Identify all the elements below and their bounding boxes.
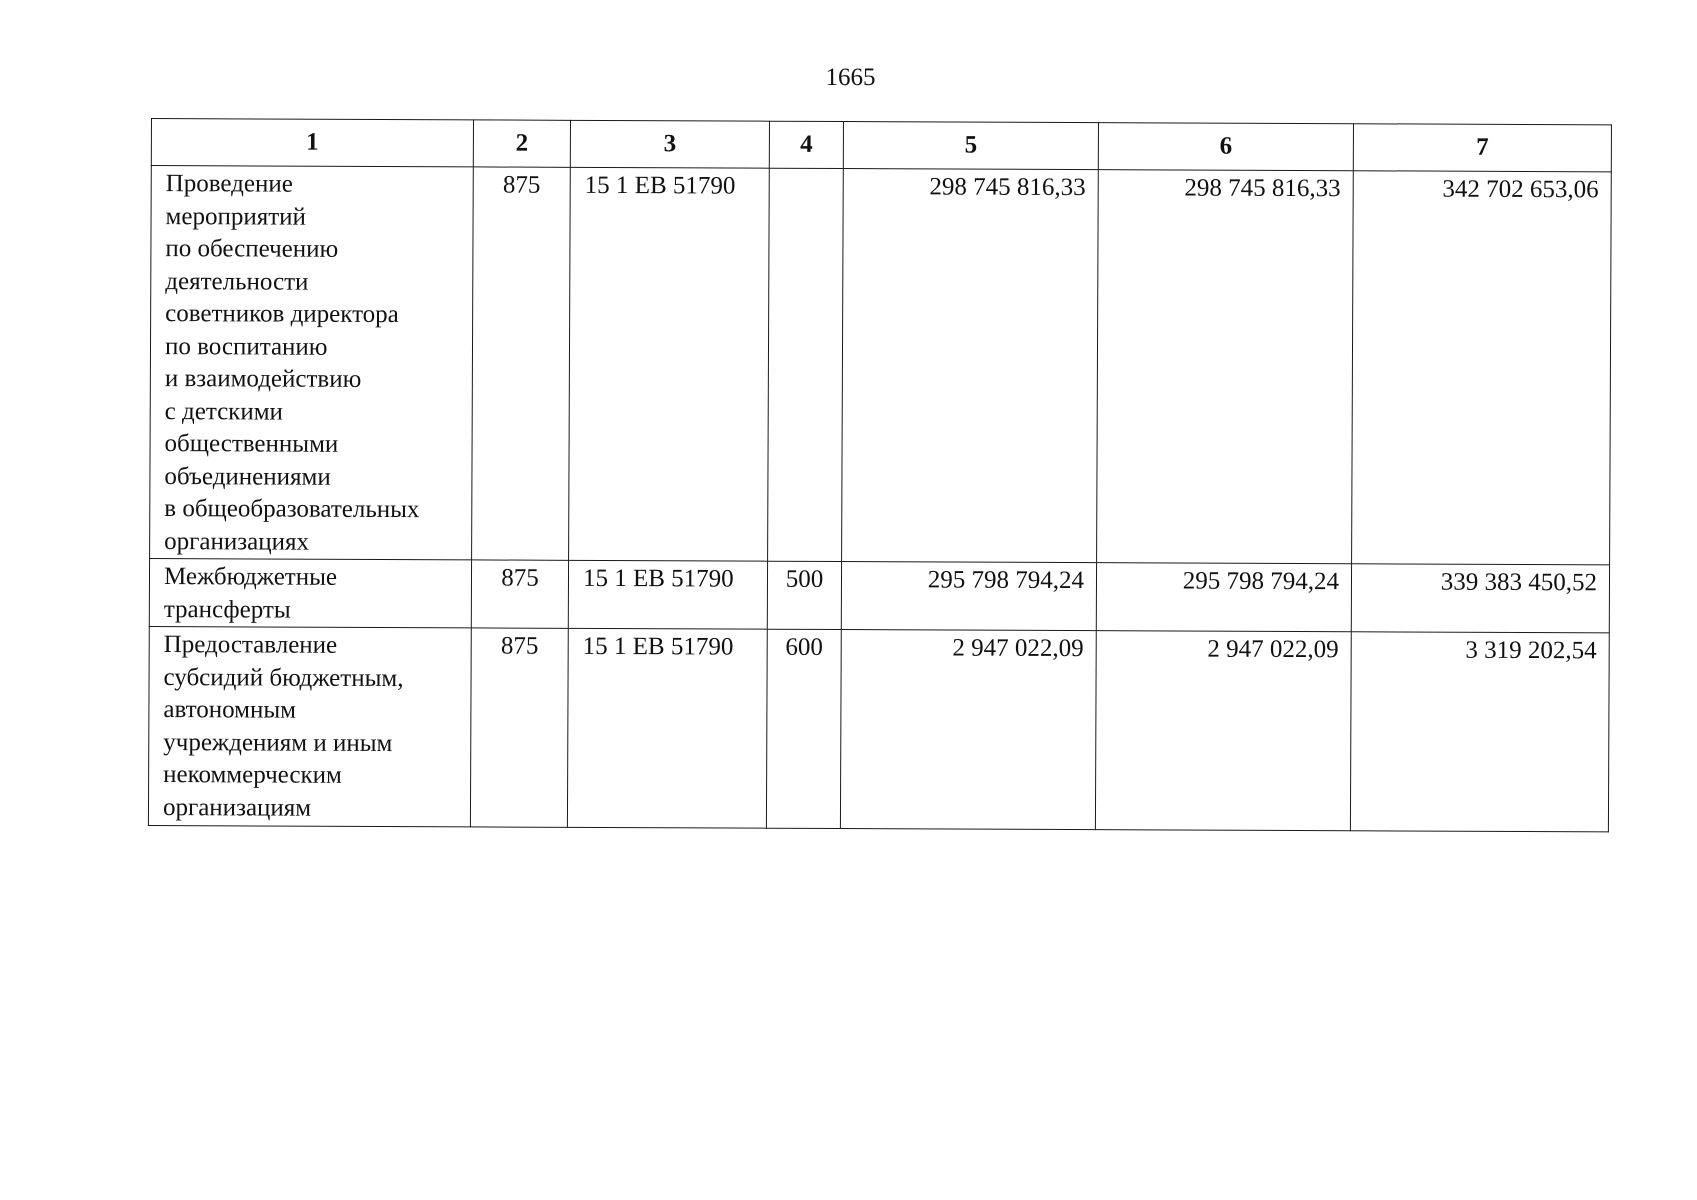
target-article-cell: 15 1 ЕВ 51790 — [569, 167, 770, 561]
row-name: Предоставление субсидий бюджетным, автономным учреждениям и иным некоммерческим организациям — [162, 631, 404, 822]
header-row — [151, 119, 1611, 172]
amount-col7-cell: 342 702 653,06 — [1352, 171, 1612, 565]
target-article-cell: 15 1 ЕВ 51790 — [568, 560, 767, 629]
header-col-4: 4 — [769, 121, 843, 168]
header-col-2: 2 — [473, 120, 570, 167]
amount-col7-cell: 3 319 202,54 — [1350, 632, 1609, 832]
admin-code-cell: 875 — [471, 560, 568, 628]
row-name: Межбюджетные трансферты — [163, 563, 338, 624]
header-col-6: 6 — [1098, 123, 1353, 171]
row-name-cell — [150, 166, 474, 560]
amount-col6-cell: 295 798 794,24 — [1096, 563, 1351, 632]
row-name-cell — [149, 558, 471, 627]
header-col-5: 5 — [843, 122, 1098, 170]
table-row — [149, 558, 1609, 632]
expense-type-cell: 500 — [767, 561, 841, 629]
amount-col5-cell: 2 947 022,09 — [840, 630, 1096, 830]
header-col-1: 1 — [151, 119, 473, 167]
expense-type-cell: 600 — [766, 629, 841, 828]
target-article-cell: 15 1 ЕВ 51790 — [567, 628, 767, 828]
amount-col6-cell: 2 947 022,09 — [1095, 631, 1351, 831]
amount-col7-cell: 339 383 450,52 — [1351, 564, 1609, 633]
admin-code-cell: 875 — [470, 628, 568, 827]
budget-table — [148, 118, 1612, 832]
amount-col5-cell: 295 798 794,24 — [841, 562, 1096, 631]
table-row — [148, 626, 1609, 831]
page-number: 1665 — [825, 64, 876, 91]
row-name-cell — [148, 626, 471, 826]
admin-code-cell: 875 — [472, 167, 571, 560]
amount-col5-cell: 298 745 816,33 — [842, 169, 1099, 563]
expense-type-cell — [768, 168, 844, 561]
header-col-7: 7 — [1353, 124, 1611, 172]
row-name: Проведение мероприятий по обеспечению деятельности советников директора по воспитанию и взаимодействию с детскими общественными объединениями в общеобразовательных организациях — [164, 170, 420, 556]
amount-col6-cell: 298 745 816,33 — [1097, 170, 1354, 564]
header-col-3: 3 — [570, 120, 769, 168]
table-row — [150, 166, 1612, 565]
